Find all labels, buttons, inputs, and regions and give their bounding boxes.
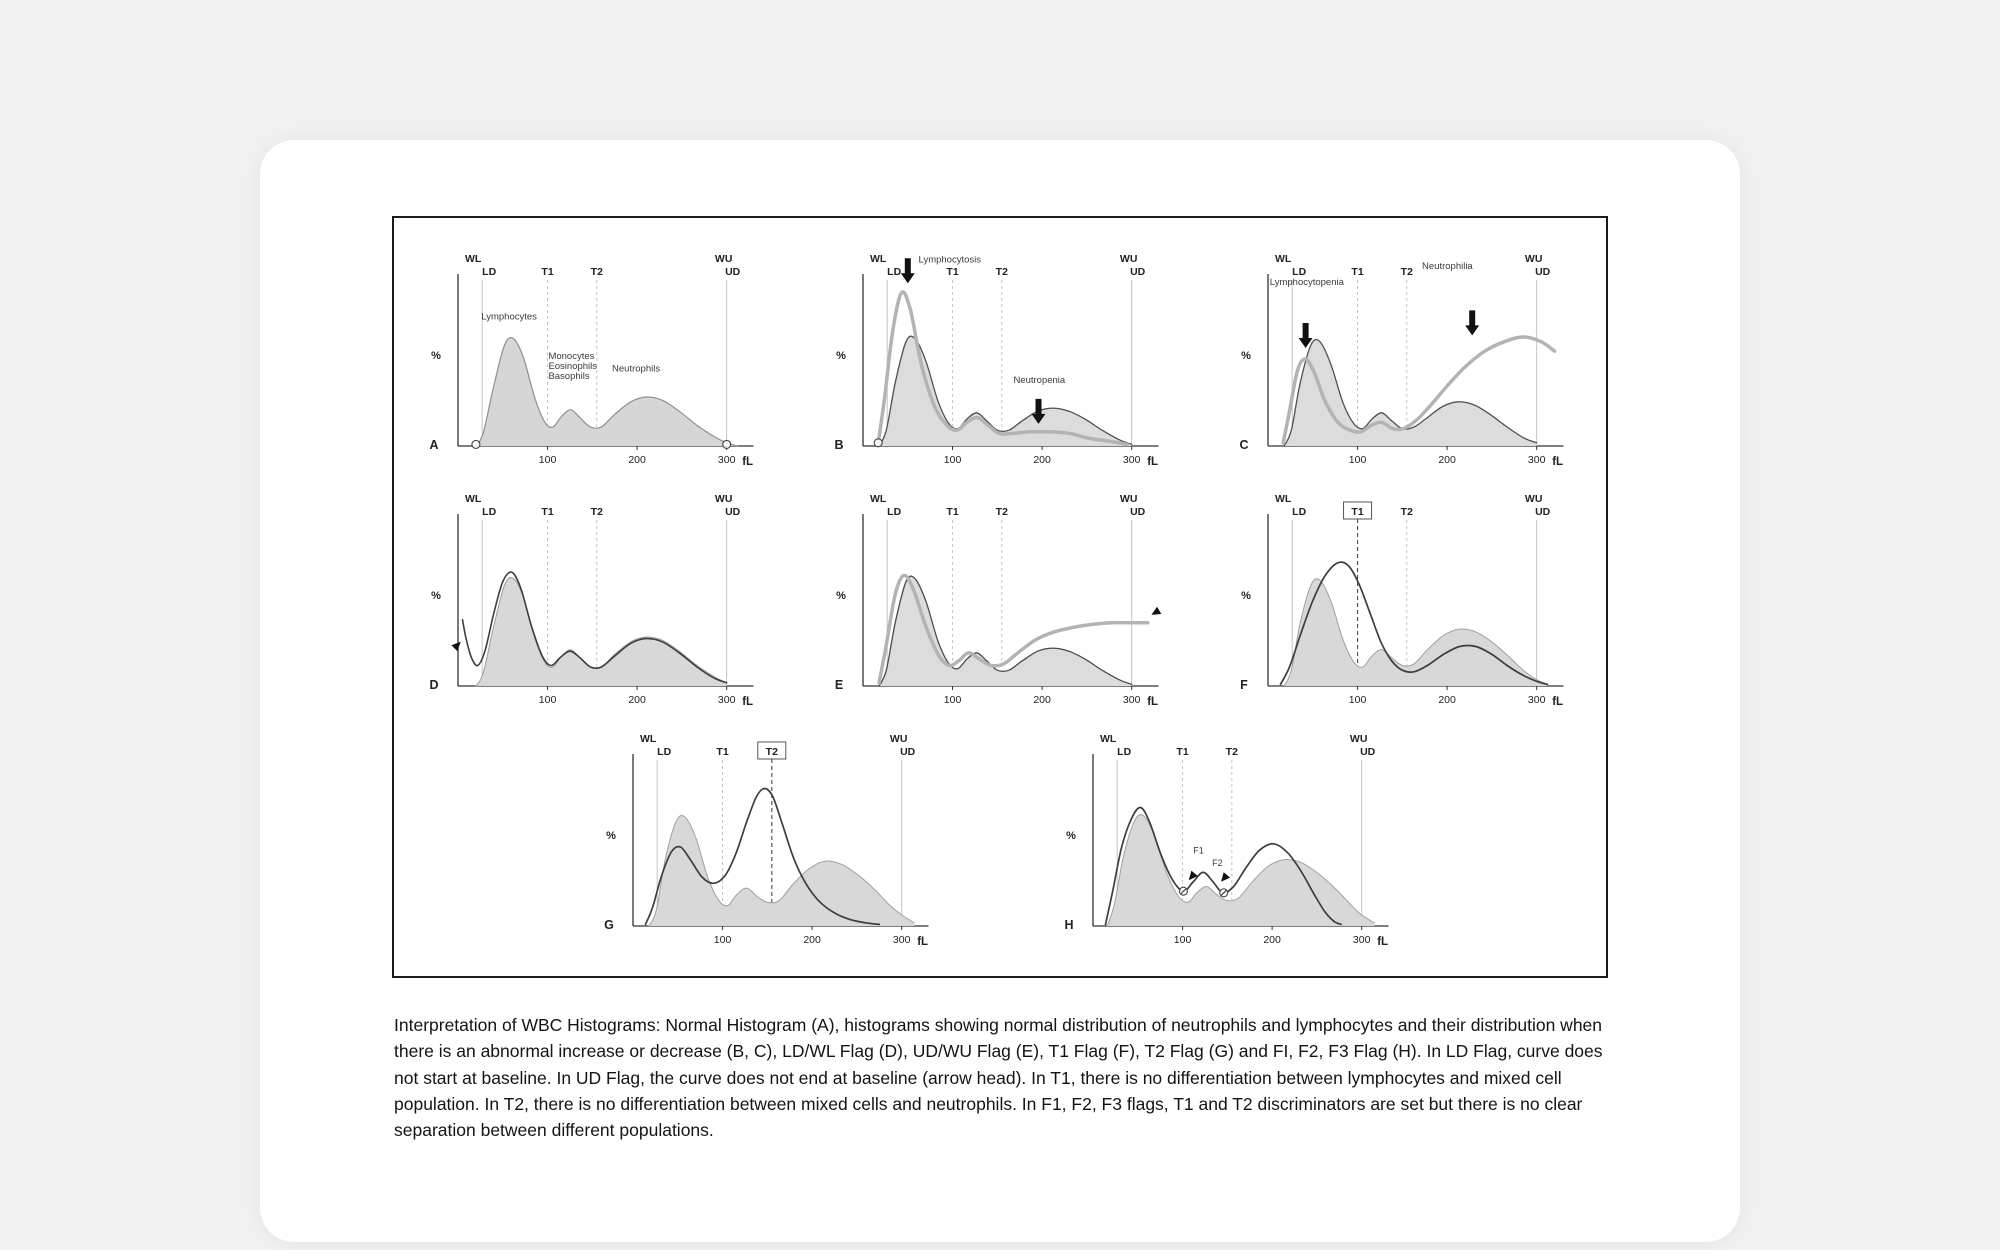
x-tick-label: 200 [1438,454,1456,466]
panel-d-chart [400,488,790,724]
wu-label: WU [1524,253,1543,265]
x-unit-label: fL [1147,456,1159,468]
x-tick-label: 300 [1122,694,1141,706]
x-tick-label: 200 [1033,454,1051,466]
figure-row-1 [394,248,1606,484]
annotation-label: F2 [1212,857,1223,868]
x-unit-label: fL [1147,696,1159,708]
panel-letter: F [1240,678,1248,692]
wl-label: WL [465,253,482,265]
figure-row-2 [394,488,1606,724]
t1-label: T1 [1351,506,1364,518]
wl-label: WL [465,493,482,505]
x-tick-label: 100 [1348,694,1367,706]
x-unit-label: fL [1552,456,1564,468]
y-axis-label: % [1241,350,1251,363]
ud-label: UD [1535,266,1551,278]
x-unit-label: fL [1552,696,1564,708]
down-arrow [1465,310,1479,335]
t1-label: T1 [716,746,729,758]
panel-letter: C [1239,438,1249,452]
x-tick-label: 100 [1348,454,1367,466]
t2-label: T2 [995,266,1008,278]
ld-label: LD [1292,506,1307,518]
curve-fill-normal [476,338,738,446]
panel-letter: D [429,678,439,692]
t2-label: T2 [590,266,603,278]
ud-label: UD [1535,506,1551,518]
x-tick-label: 200 [1263,934,1281,946]
ud-label: UD [1360,746,1376,758]
y-axis-label: % [1241,590,1251,603]
x-tick-label: 100 [538,454,557,466]
annotation-label: Neutrophilia [1422,261,1473,273]
t2-label: T2 [590,506,603,518]
wu-label: WU [1119,493,1138,505]
annotation-label: Lymphocytosis [918,254,982,266]
panel-c-chart [1210,248,1600,484]
x-tick-label: 100 [538,694,557,706]
x-tick-label: 200 [1438,694,1456,706]
panel-g-chart [575,728,965,964]
x-unit-label: fL [1377,936,1389,948]
curve-fill-normal [879,576,1132,686]
x-tick-label: 100 [713,934,732,946]
t1-label: T1 [946,266,959,278]
ld-label: LD [1292,266,1307,278]
t1-label: T1 [1176,746,1189,758]
panel-h-chart [1035,728,1425,964]
y-axis-label: % [606,830,616,843]
t2-label: T2 [1400,506,1413,518]
x-tick-label: 300 [1122,454,1141,466]
panel-letter: B [834,438,844,452]
ld-label: LD [887,266,902,278]
annotation-label: Lymphocytopenia [1269,276,1344,288]
panel-f-chart [1210,488,1600,724]
panel-letter: A [429,438,439,452]
arrowhead [1218,872,1230,884]
x-tick-label: 300 [717,454,736,466]
wu-label: WU [1524,493,1543,505]
x-tick-label: 200 [1033,694,1051,706]
x-tick-label: 200 [803,934,821,946]
ud-label: UD [1130,506,1146,518]
wl-label: WL [1275,253,1292,265]
x-tick-label: 200 [628,694,646,706]
ud-label: UD [900,746,916,758]
circle-marker [874,439,882,447]
ud-label: UD [725,506,741,518]
wl-label: WL [640,733,657,745]
ud-label: UD [1130,266,1146,278]
arrowhead [1149,607,1161,619]
wl-label: WL [870,493,887,505]
y-axis-label: % [836,590,846,603]
x-tick-label: 200 [628,454,646,466]
curve-fill-normal [1284,579,1547,686]
arrowhead [1186,871,1198,883]
wu-label: WU [714,253,733,265]
wu-label: WU [714,493,733,505]
panel-letter: E [834,678,844,692]
panel-letter: H [1064,918,1074,932]
ld-label: LD [887,506,902,518]
x-tick-label: 100 [943,454,962,466]
ld-label: LD [657,746,672,758]
curve-fill-normal [476,578,727,686]
annotation-label: Neutrophils [612,363,661,375]
x-unit-label: fL [742,456,754,468]
x-tick-label: 300 [892,934,911,946]
y-axis-label: % [836,350,846,363]
x-tick-label: 100 [1173,934,1192,946]
ld-label: LD [482,266,497,278]
panel-letter: G [604,918,614,932]
circle-marker [472,440,480,448]
x-tick-label: 100 [943,694,962,706]
wl-label: WL [870,253,887,265]
panel-a-chart [400,248,790,484]
x-unit-label: fL [742,696,754,708]
t1-label: T1 [1351,266,1364,278]
down-arrow [1299,323,1313,348]
wu-label: WU [1349,733,1368,745]
t2-label: T2 [995,506,1008,518]
x-tick-label: 300 [1527,454,1546,466]
t2-label: T2 [1400,266,1413,278]
figure-caption: Interpretation of WBC Histograms: Normal Histogram (A), histograms showing normal distribution of neutrophils and lymphocytes and their distribution when there is an abnormal increase or decrease (B, C), LD/WL Flag (D), UD/WU Flag (E), T1 Flag (F), T2 Flag (G) and FI, F2, F3 Flag (H). In LD Flag, curve does not start at baseline. In UD Flag, the curve does not end at baseline (arrow head). In T1, there is no differentiation between lymphocytes and mixed cell population. In T2, there is no differentiation between mixed cells and neutrophils. In F1, F2, F3 flags, T1 and T2 discriminators are set but there is no clear separation between different populations. [394,1015,1603,1140]
down-arrow [901,258,915,283]
annotation-label: Neutropenia [1013,374,1066,386]
t1-label: T1 [541,266,554,278]
figure-box [392,216,1608,978]
panel-e-chart [805,488,1195,724]
t1-label: T1 [541,506,554,518]
ud-label: UD [725,266,741,278]
annotation-label: Lymphocytes [481,311,537,323]
wl-label: WL [1100,733,1117,745]
t2-label: T2 [1225,746,1238,758]
y-axis-label: % [431,590,441,603]
annotation-label: Basophils [548,371,590,383]
panel-b-chart [805,248,1195,484]
ld-label: LD [482,506,497,518]
t1-label: T1 [946,506,959,518]
wl-label: WL [1275,493,1292,505]
t2-label: T2 [765,746,778,758]
y-axis-label: % [431,350,441,363]
x-tick-label: 300 [717,694,736,706]
x-unit-label: fL [917,936,929,948]
ld-label: LD [1117,746,1132,758]
annotation-label: F1 [1193,845,1204,856]
circle-marker [723,440,731,448]
content-card [260,140,1740,1242]
x-tick-label: 300 [1352,934,1371,946]
annotation-label: Monocytes [548,351,595,363]
wu-label: WU [889,733,908,745]
curve-fill-normal [649,815,914,926]
annotation-label: Eosinophils [548,361,598,373]
wu-label: WU [1119,253,1138,265]
x-tick-label: 300 [1527,694,1546,706]
figure-row-3 [394,728,1606,964]
y-axis-label: % [1066,830,1076,843]
curve-fill-normal [1107,815,1374,926]
